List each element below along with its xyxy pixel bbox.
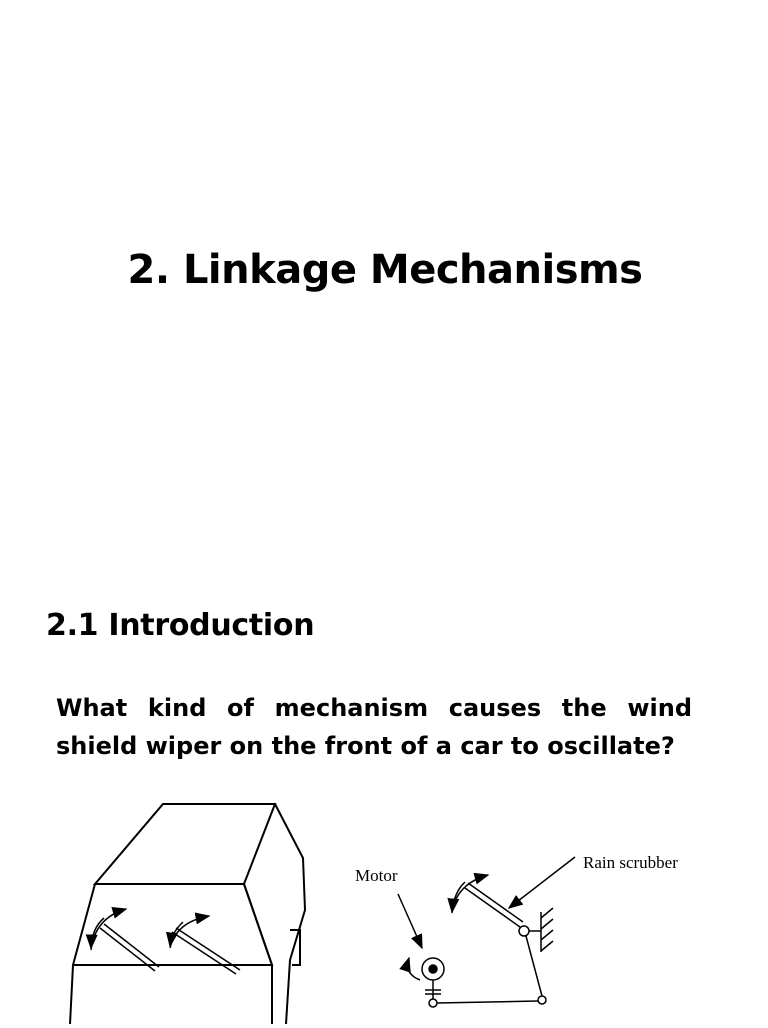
scrubber-arm (465, 888, 520, 927)
car-roof-outline (95, 804, 275, 884)
wiper-mechanism-figure (0, 790, 768, 1024)
car-body-outline (70, 884, 95, 1024)
side-mirror (290, 930, 300, 965)
rocker-link (526, 936, 542, 996)
wiper-right-blade-edge (176, 928, 240, 970)
scrubber-swing-arrow-back (452, 882, 465, 912)
ground-hatch-2 (541, 919, 553, 929)
ground-hatch-4 (541, 941, 553, 951)
windshield-pillar (244, 884, 272, 1024)
car-side-outline (275, 804, 305, 1024)
ground-hatch-1 (541, 908, 553, 918)
motor-pointer-arrow (398, 894, 422, 948)
rain-scrubber-label: Rain scrubber (583, 853, 678, 872)
motor-center (429, 965, 437, 973)
linkage-diagram (398, 857, 575, 1007)
scrubber-arm-edge (468, 883, 523, 922)
coupler-link (437, 1001, 538, 1003)
windshield-outline (73, 884, 272, 965)
question-text: What kind of mechanism causes the wind shield wiper on the front of a car to oscillate? (56, 694, 692, 760)
motor-rotation-arrow (408, 958, 420, 980)
car-sketch (70, 804, 305, 1024)
slide-title: 2. Linkage Mechanisms (127, 247, 643, 293)
motor-label: Motor (355, 866, 398, 885)
wiper-right-blade (172, 932, 236, 974)
scrubber-pointer-arrow (509, 857, 575, 908)
ground-hatch-3 (541, 930, 553, 940)
rocker-fixed-pivot (519, 926, 529, 936)
coupler-pivot (538, 996, 546, 1004)
section-heading: 2.1 Introduction (46, 608, 315, 643)
crank-pivot (429, 999, 437, 1007)
wiper-left-blade-edge (104, 924, 159, 967)
